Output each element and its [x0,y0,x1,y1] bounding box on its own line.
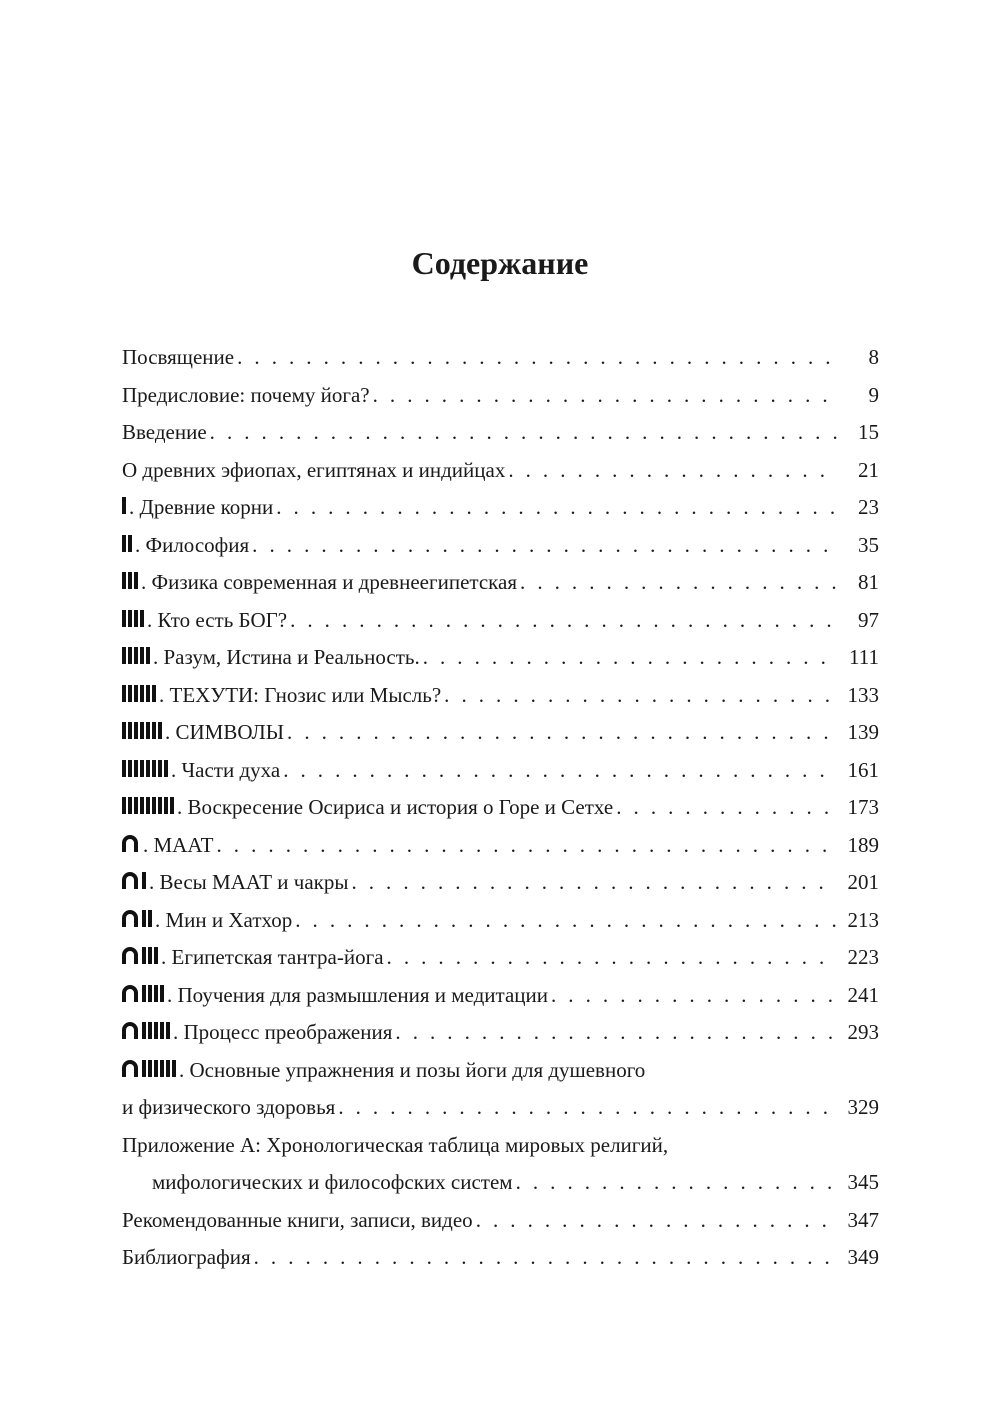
dot-leader [395,1014,837,1052]
toc-entry-title: . Основные упражнения и позы йоги для душевного [179,1057,646,1082]
page-number: 21 [858,457,879,482]
stroke-one-icon [152,685,156,702]
toc-entry-title: . Физика современная и древнеегипетская [141,570,518,594]
dot-leader [476,1202,837,1240]
toc-entry [122,977,879,1015]
stroke-one-icon [146,797,150,814]
stroke-one-icon [164,797,168,814]
page-number: 15 [858,420,879,444]
toc-entry [122,414,879,452]
stroke-one-icon [122,572,126,589]
stroke-one-icon [166,1022,170,1039]
toc-entry-line [122,1127,879,1165]
toc-entry [122,639,879,677]
toc-entry-title: . Процесс преображения [173,1020,393,1044]
stroke-one-icon [140,647,144,664]
dot-leader [520,564,837,602]
stroke-one-icon [148,910,152,927]
egyptian-numeral-icon [122,571,140,589]
toc-entry-title: Предисловие: почему йога? [122,382,370,407]
page-number: 349 [847,1245,879,1269]
toc-entry [122,602,879,640]
page-number: 81 [858,570,879,594]
dot-leader [387,939,837,977]
stroke-one-icon [122,685,126,702]
toc-entry [122,939,879,977]
page-number: 9 [868,382,879,407]
toc-entry-line [122,864,879,902]
toc-entry-title: Рекомендованные книги, записи, видео [122,1207,473,1232]
stroke-one-icon [134,797,138,814]
stroke-one-icon [170,797,174,814]
stroke-one-icon [128,722,132,739]
toc-entry-line [122,677,879,715]
toc-entry-title: . Разум, Истина и Реальность. [153,645,420,669]
dot-leader [423,639,837,677]
toc-entry [122,864,879,902]
page-number: 345 [847,1170,879,1194]
stroke-one-icon [154,985,158,1002]
dot-leader [276,489,837,527]
dot-leader [551,977,837,1015]
table-of-contents [122,339,879,1277]
heel-bone-ten-icon [122,1022,138,1039]
stroke-one-icon [148,1022,152,1039]
stroke-one-icon [152,797,156,814]
page-number: 133 [847,682,879,707]
egyptian-numeral-icon [122,759,170,777]
dot-leader [237,339,837,377]
stroke-one-icon [146,647,150,664]
toc-entry [122,377,879,415]
stroke-one-icon [134,572,138,589]
toc-entry [122,827,879,865]
toc-entry-line [122,527,879,565]
stroke-one-icon [134,647,138,664]
page-number: 223 [847,945,879,969]
stroke-one-icon [166,1060,170,1077]
toc-entry-title: . Части духа [171,757,281,782]
toc-entry-title: и физического здоровья [122,1095,336,1119]
dot-leader [508,452,837,490]
page-number: 189 [847,832,879,857]
stroke-one-icon [122,647,126,664]
toc-entry-title: . ТЕХУТИ: Гнозис или Мысль? [159,682,442,707]
stroke-one-icon [134,610,138,627]
stroke-one-icon [158,797,162,814]
dot-leader [283,752,837,790]
stroke-one-icon [148,947,152,964]
egyptian-numeral-icon [122,609,146,627]
toc-entry-title: . МААТ [143,832,214,857]
heel-bone-ten-icon [122,1060,138,1077]
toc-entry-line [122,639,879,677]
toc-entry-line [122,1014,879,1052]
dot-leader [217,827,838,865]
toc-entry-line [122,602,879,640]
egyptian-numeral-icon [122,1059,178,1077]
egyptian-numeral-icon [122,646,152,664]
toc-entry [122,527,879,565]
egyptian-numeral-icon [122,496,128,514]
stroke-one-icon [154,947,158,964]
dot-leader [252,527,837,565]
egyptian-numeral-icon [122,1021,172,1039]
stroke-one-icon [128,610,132,627]
dot-leader [295,902,837,940]
heel-bone-ten-icon [122,872,138,889]
stroke-one-icon [134,760,138,777]
toc-entry-title: О древних эфиопах, египтянах и индийцах [122,457,506,482]
stroke-one-icon [140,685,144,702]
dot-leader [616,789,837,827]
egyptian-numeral-icon [122,871,148,889]
stroke-one-icon [122,497,126,514]
stroke-one-icon [140,722,144,739]
stroke-one-icon [140,610,144,627]
stroke-one-icon [158,722,162,739]
toc-entry-line [122,827,879,865]
toc-entry-title: . Египетская тантра-йога [161,945,384,969]
page-number: 161 [847,757,879,782]
stroke-one-icon [152,760,156,777]
toc-entry-line [122,339,879,377]
page-number: 347 [847,1207,879,1232]
toc-entry-line [122,1164,879,1202]
toc-entry-title: . Древние корни [129,495,274,519]
page-number: 293 [847,1020,879,1044]
page-number: 139 [847,720,879,744]
toc-entry-title: . СИМВОЛЫ [165,720,285,744]
toc-entry-line [122,1239,879,1277]
toc-entry [122,902,879,940]
stroke-one-icon [160,1060,164,1077]
toc-entry-line [122,1089,879,1127]
toc-entry-line [122,714,879,752]
stroke-one-icon [146,760,150,777]
toc-entry-title: мифологических и философских систем [152,1170,513,1194]
toc-entry-title: . Кто есть БОГ? [147,607,288,632]
page-number: 23 [858,495,879,519]
toc-entry-line [122,564,879,602]
stroke-one-icon [134,685,138,702]
egyptian-numeral-icon [122,909,154,927]
toc-entry [122,1014,879,1052]
toc-entry-title: . Мин и Хатхор [155,907,293,932]
page-number: 97 [858,607,879,632]
stroke-one-icon [146,685,150,702]
dot-leader [254,1239,837,1277]
stroke-one-icon [122,722,126,739]
stroke-one-icon [142,947,146,964]
toc-entry [122,339,879,377]
toc-entry-line [122,752,879,790]
page-number: 111 [849,645,879,669]
heel-bone-ten-icon [122,835,138,852]
toc-entry [122,452,879,490]
stroke-one-icon [128,685,132,702]
toc-entry [122,752,879,790]
stroke-one-icon [140,797,144,814]
heel-bone-ten-icon [122,947,138,964]
dot-leader [210,414,837,452]
stroke-one-icon [164,760,168,777]
toc-entry [122,1127,879,1202]
stroke-one-icon [172,1060,176,1077]
stroke-one-icon [154,1022,158,1039]
stroke-one-icon [128,797,132,814]
toc-entry [122,677,879,715]
dot-leader [351,864,837,902]
stroke-one-icon [142,1022,146,1039]
toc-entry-title: Введение [122,420,207,444]
stroke-one-icon [146,722,150,739]
heel-bone-ten-icon [122,910,138,927]
stroke-one-icon [142,1060,146,1077]
page-number: 35 [858,532,879,557]
toc-entry-line [122,377,879,415]
toc-entry-title: Библиография [122,1245,251,1269]
dot-leader [338,1089,837,1127]
dot-leader [516,1164,837,1202]
page-number: 8 [868,345,879,369]
stroke-one-icon [148,985,152,1002]
toc-entry [122,564,879,602]
toc-entry-title: . Воскресение Осириса и история о Горе и Сетхе [177,795,614,819]
toc-entry-line [122,452,879,490]
heel-bone-ten-icon [122,985,138,1002]
toc-entry [122,1202,879,1240]
toc-entry [122,489,879,527]
egyptian-numeral-icon [122,984,166,1002]
page-number: 241 [847,982,879,1007]
toc-entry-title: . Весы МААТ и чакры [149,870,349,894]
toc-entry-title: Приложение А: Хронологическая таблица мировых религий, [122,1132,669,1157]
dot-leader [373,377,837,415]
toc-entry [122,714,879,752]
stroke-one-icon [122,535,126,552]
stroke-one-icon [128,535,132,552]
toc-entry-title: . Философия [135,532,250,557]
toc-entry [122,1052,879,1127]
page-title: Содержание [411,245,589,282]
stroke-one-icon [122,760,126,777]
stroke-one-icon [134,722,138,739]
stroke-one-icon [158,760,162,777]
stroke-one-icon [122,610,126,627]
page-number: 173 [847,795,879,819]
dot-leader [444,677,837,715]
stroke-one-icon [128,572,132,589]
egyptian-numeral-icon [122,946,160,964]
stroke-one-icon [140,760,144,777]
toc-entry [122,1239,879,1277]
toc-entry-line [122,489,879,527]
toc-entry-line [122,1052,879,1090]
stroke-one-icon [142,985,146,1002]
egyptian-numeral-icon [122,684,158,702]
page-number: 213 [847,907,879,932]
stroke-one-icon [142,910,146,927]
toc-entry-line [122,414,879,452]
stroke-one-icon [152,722,156,739]
page-number: 201 [847,870,879,894]
dot-leader [287,714,837,752]
stroke-one-icon [148,1060,152,1077]
toc-entry-line [122,789,879,827]
toc-entry-line [122,1202,879,1240]
stroke-one-icon [154,1060,158,1077]
egyptian-numeral-icon [122,796,176,814]
toc-entry-line [122,939,879,977]
toc-entry-title: . Поучения для размышления и медитации [167,982,548,1007]
dot-leader [290,602,837,640]
stroke-one-icon [122,797,126,814]
toc-entry [122,789,879,827]
toc-entry-title: Посвящение [122,345,235,369]
egyptian-numeral-icon [122,834,142,852]
stroke-one-icon [160,1022,164,1039]
stroke-one-icon [142,872,146,889]
egyptian-numeral-icon [122,721,164,739]
egyptian-numeral-icon [122,534,134,552]
stroke-one-icon [160,985,164,1002]
page-number: 329 [847,1095,879,1119]
toc-entry-line [122,977,879,1015]
toc-entry-line [122,902,879,940]
stroke-one-icon [128,647,132,664]
stroke-one-icon [128,760,132,777]
